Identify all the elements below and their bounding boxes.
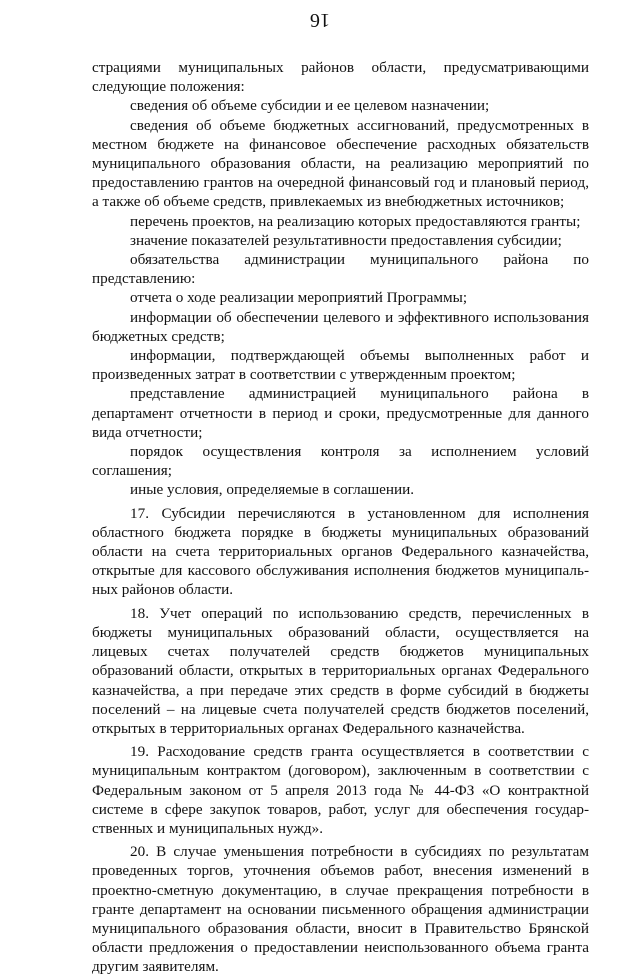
paragraph-continuation: страциями муниципальных районов области, предусматривающими следующие положения:: [92, 59, 589, 96]
list-item-budget-allocations: сведения об объеме бюджетных ассигнований, предусмотренных в местном бюджете на финансовое обеспечение расходных обязательств муниципального образования области, на реализацию мероприятий по предоставлению грантов на очередной финансовый год и плановый период, а также об объеме средств, привлекаемых из внебюджетных источников;: [92, 116, 589, 211]
list-item-obligations: обязательства администрации муниципального района по представлению:: [92, 251, 589, 288]
list-item-performance-indicators: значение показателей результативности предоставления субсидии;: [130, 231, 562, 249]
paragraph-17: 17. Субсидии перечисляются в установленном для исполнения областного бюджета порядке в бюджеты муниципальных образований области на счета территориальных органов Федерального казначейства, открытые для кассового обслуживания исполнения бюджетов муниципальных районов области.: [92, 504, 589, 599]
paragraph-19: 19. Расходование средств гранта осуществляется в соответствии с муниципальным контрактом (договором), заключенным в соответствии с Федеральным законом от 5 апреля 2013 года № 44-ФЗ «О контрактной системе в сфере закупок товаров, работ, услуг для обеспечения государственных и муниципальных нужд».: [92, 743, 589, 837]
list-item-other-conditions: иные условия, определяемые в соглашении.: [130, 481, 415, 499]
paragraph-18: 18. Учет операций по использованию средств, перечисленных в бюджеты муниципальных образований области, осуществляется на лицевых счетах получателей средств бюджетов муниципальных образований области, открытых в территориальных органах Федерального казначейства, а при передаче этих средств в форме субсидий в бюджеты поселений – на лицевые счета получателей средств бюджетов поселений, открытых в территориальных органах Федерального казначейства.: [92, 604, 589, 737]
page-number: 16: [310, 9, 330, 31]
list-item-work-volume-info: информации, подтверждающей объемы выполненных работ и произведенных затрат в соответствии с утвержденным проектом;: [92, 347, 589, 384]
list-item-project-list: перечень проектов, на реализацию которых предоставляются гранты;: [130, 212, 581, 230]
list-item-control-procedure: порядок осуществления контроля за исполнением условий соглашения;: [92, 443, 589, 480]
list-item-reporting: представление администрацией муниципального района в департамент отчетности в период и сроки, предусмотренные для данного вида отчетности;: [92, 385, 589, 441]
list-item-progress-report: отчета о ходе реализации мероприятий Программы;: [130, 289, 468, 307]
paragraph-20: 20. В случае уменьшения потребности в субсидиях по результатам проведенных торгов, уточнения объемов работ, внесения изменений в проектно-сметную документацию, в случае прекращения потребности в гранте департамент на основании письменного обращения администрации муниципального образования области, вносит в Правительство Брянской области предложения о предоставлении неиспользованного объема гранта другим заявителям.: [92, 843, 589, 976]
list-item-subsidy-volume: сведения об объеме субсидии и ее целевом назначении;: [130, 97, 490, 115]
list-item-target-use-info: информации об обеспечении целевого и эффективного использования бюджетных средств;: [92, 308, 589, 345]
document-body: [92, 58, 589, 977]
